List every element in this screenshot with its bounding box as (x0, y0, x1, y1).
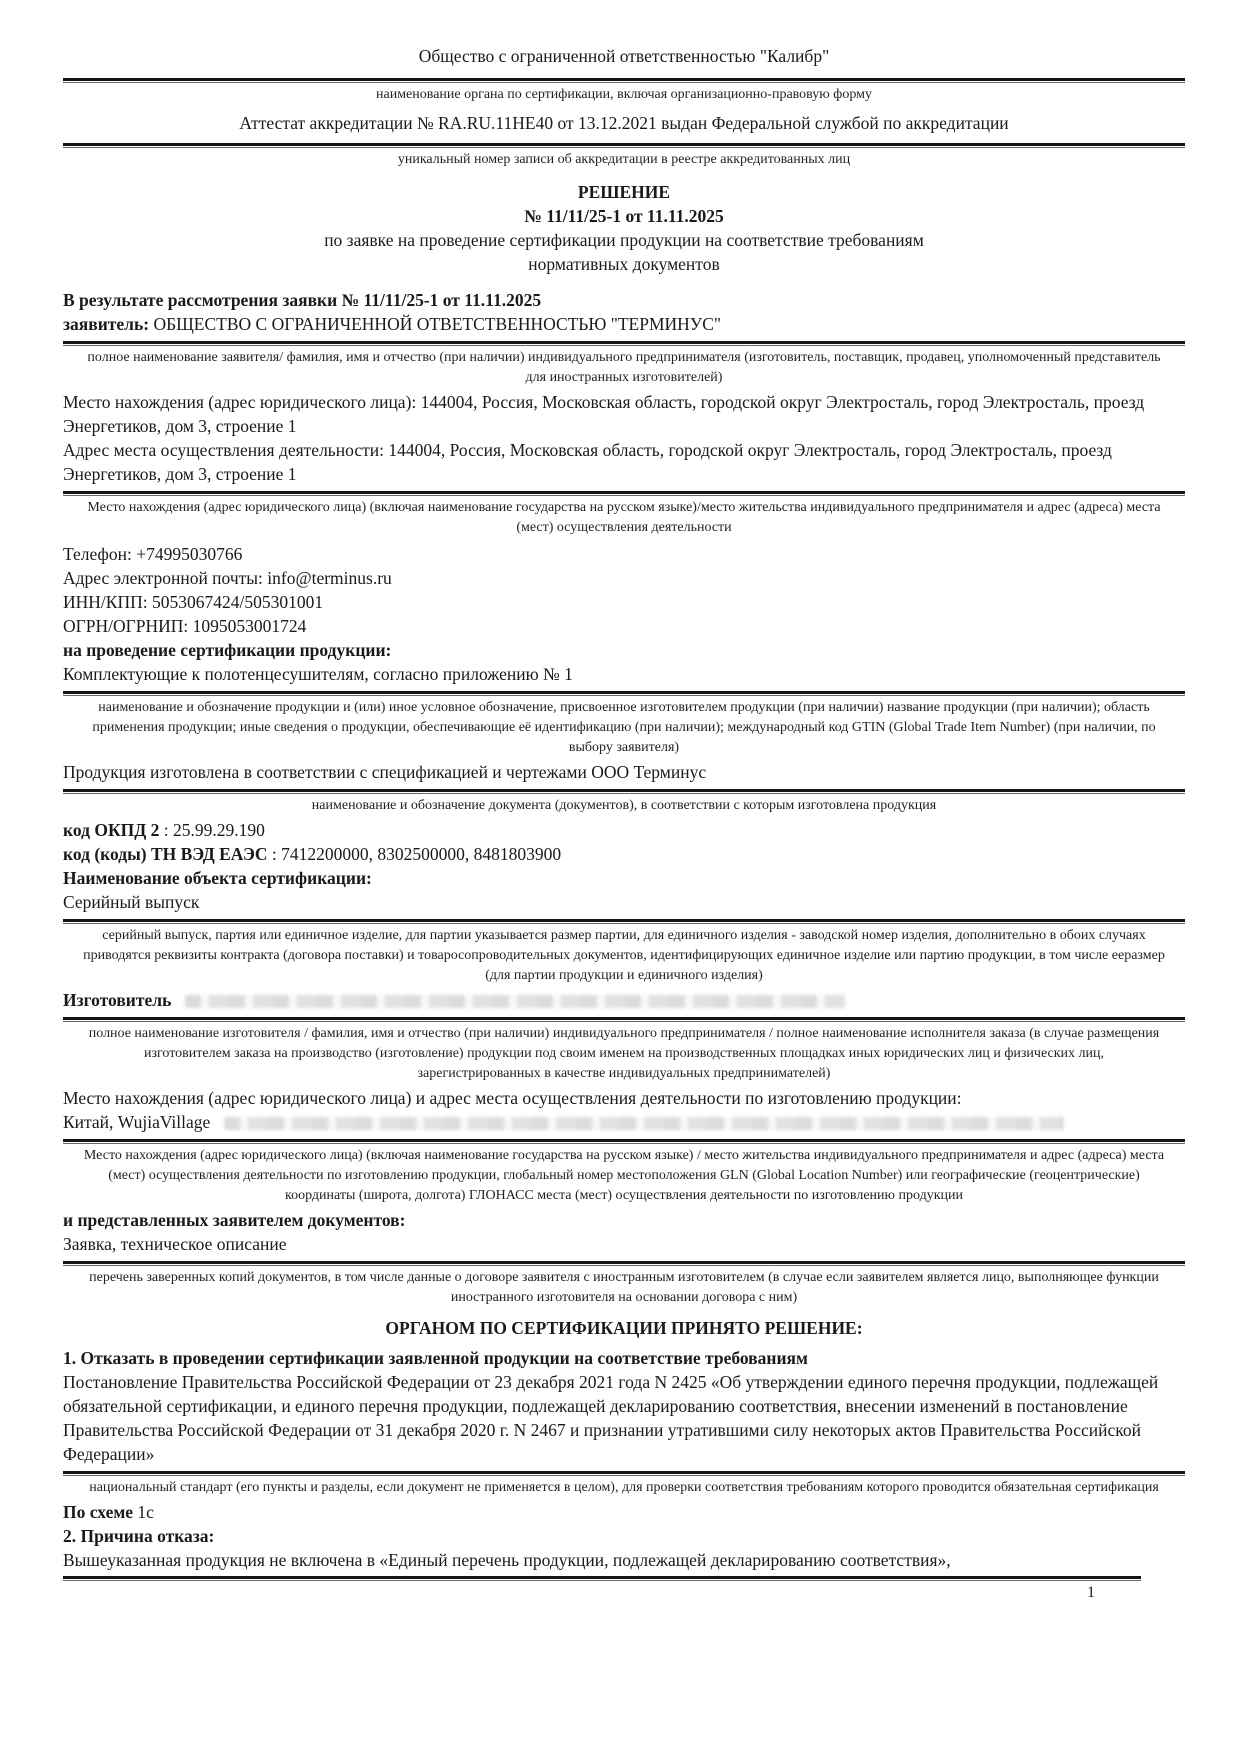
product-name: Комплектующие к полотенцесушителям, согласно приложению № 1 (63, 664, 573, 684)
manufacturer-address-line1: Место нахождения (адрес юридического лица) и адрес места осуществления деятельности по изготовлению продукции: (63, 1088, 962, 1108)
scheme-label: По схеме (63, 1502, 134, 1522)
applicant-phone: Телефон: +74995030766 (63, 544, 243, 564)
applicant-activity-address: Адрес места осуществления деятельности: 144004, Россия, Московская область, городской округ Электросталь, город Электросталь, проезд Энергетиков, дом 3, строение 1 (63, 440, 1112, 484)
decision-section-heading: ОРГАНОМ ПО СЕРТИФИКАЦИИ ПРИНЯТО РЕШЕНИЕ: (385, 1318, 863, 1338)
tnved-label: код (коды) ТН ВЭД ЕАЭС (63, 844, 268, 864)
okpd-value: : 25.99.29.190 (163, 820, 265, 840)
divider (63, 789, 1185, 794)
divider (63, 691, 1185, 696)
applicant-caption: полное наименование заявителя/ фамилия, имя и отчество (при наличии) индивидуального предпринимателя (изготовитель, поставщик, продавец, уполномоченный представитель для иностранных изготовителей) (87, 350, 1161, 385)
decision-item1-text: Постановление Правительства Российской Федерации от 23 декабря 2021 года N 2425 «Об утверждении единого перечня продукции, подлежащей обязательной сертификации, и единого перечня продукции, подлежащей декларированию соответствия, внесении изменений в постановление Правительства Российской Федерации от 31 декабря 2020 г. N 2467 и признании утратившими силу некоторых актов Правительства Российской Федерации» (63, 1372, 1159, 1464)
divider (63, 1261, 1185, 1266)
okpd-label: код ОКПД 2 (63, 820, 160, 840)
certification-body-name: Общество с ограниченной ответственностью "Калибр" (418, 46, 830, 66)
certification-body-caption: наименование органа по сертификации, включая организационно-правовую форму (376, 87, 872, 102)
scan-artifact (185, 995, 845, 1008)
divider (63, 1139, 1185, 1144)
divider (63, 491, 1185, 496)
product-name-caption: наименование и обозначение продукции и (или) иное условное обозначение, присвоенное изготовителем продукции (при наличии) название продукции (при наличии); область применения продукции; иные сведения о продукции, обеспечивающие её идентификацию (при наличии); международный код GTIN (Global Trade Item Number) (при наличии, по выбору заявителя) (92, 700, 1156, 755)
applicant-value: ОБЩЕСТВО С ОГРАНИЧЕННОЙ ОТВЕТСТВЕННОСТЬЮ "ТЕРМИНУС" (153, 314, 722, 334)
divider (63, 143, 1185, 148)
scheme-line (63, 1500, 1185, 1524)
decision-subtitle-2: нормативных документов (528, 254, 720, 274)
scheme-value: 1с (137, 1502, 154, 1522)
okpd-code-line (63, 818, 1185, 842)
manufacturer-heading-caption: полное наименование изготовителя / фамилия, имя и отчество (при наличии) индивидуального предпринимателя / полное наименование исполнителя заказа (в случае размещения изготовителем заказа на производство (изготовление) продукции под своим именем на производственных площадках иных юридических лиц и физических лиц, зарегистрированных в качестве индивидуальных предпринимателей) (88, 1026, 1160, 1081)
certification-object-value: Серийный выпуск (63, 892, 200, 912)
tnved-value: : 7412200000, 8302500000, 8481803900 (271, 844, 562, 864)
documents-value: Заявка, техническое описание (63, 1234, 287, 1254)
decision-title: РЕШЕНИЕ (577, 182, 671, 202)
applicant-ogrn: ОГРН/ОГРНИП: 1095053001724 (63, 616, 307, 636)
manufacturer-address-value: Китай, WujiaVillage (63, 1112, 211, 1132)
product-made-according: Продукция изготовлена в соответствии с спецификацией и чертежами ООО Терминус (63, 762, 707, 782)
applicant-line (63, 312, 1185, 336)
tnved-code-line (63, 842, 1185, 866)
review-result-line: В результате рассмотрения заявки № 11/11/25-1 от 11.11.2025 (63, 290, 542, 310)
decision-number: № 11/11/25-1 от 11.11.2025 (524, 206, 724, 226)
manufacturer-address-line2 (63, 1110, 1185, 1134)
product-section-heading: на проведение сертификации продукции: (63, 640, 392, 660)
divider (63, 919, 1185, 924)
documents-heading: и представленных заявителем документов: (63, 1210, 406, 1230)
decision-item1-heading: 1. Отказать в проведении сертификации заявленной продукции на соответствие требованиям (63, 1348, 808, 1368)
divider (63, 78, 1185, 83)
page-number: 1 (1087, 1584, 1095, 1601)
accreditation-line: Аттестат аккредитации № RA.RU.11HE40 от 13.12.2021 выдан Федеральной службой по аккредитации (239, 113, 1009, 133)
applicant-inn-kpp: ИНН/КПП: 5053067424/505301001 (63, 592, 324, 612)
scan-artifact (224, 1117, 1064, 1130)
accreditation-caption: уникальный номер записи об аккредитации в реестре аккредитованных лиц (397, 152, 851, 167)
decision-item2-heading: 2. Причина отказа: (63, 1526, 215, 1546)
decision-item2-text: Вышеуказанная продукция не включена в «Единый перечень продукции, подлежащей декларированию соответствия», (63, 1550, 951, 1570)
certification-object-heading: Наименование объекта сертификации: (63, 868, 372, 888)
applicant-address-caption: Место нахождения (адрес юридического лица) (включая наименование государства на русском языке)/место жительства индивидуального предпринимателя и адрес (адреса) места (мест) осуществления деятельности (87, 500, 1161, 535)
divider (63, 1017, 1185, 1022)
divider (63, 341, 1185, 346)
certification-object-caption: серийный выпуск, партия или единичное изделие, для партии указывается размер партии, для единичного изделия - заводской номер изделия, дополнительно в обоих случаях приводятся реквизиты контракта (договора поставки) и товаросопроводительных документов, идентифицирующих единичное изделие или партию продукции, в том числе ееразмер (для партии продукции и единичного изделия) (83, 928, 1165, 983)
footer-divider (63, 1576, 1141, 1581)
divider (63, 1471, 1185, 1476)
manufacturer-heading: Изготовитель (63, 990, 172, 1010)
decision-subtitle-1: по заявке на проведение сертификации продукции на соответствие требованиям (324, 230, 924, 250)
applicant-label: заявитель: (63, 314, 150, 334)
applicant-legal-address: Место нахождения (адрес юридического лица): 144004, Россия, Московская область, городской округ Электросталь, город Электросталь, проезд Энергетиков, дом 3, строение 1 (63, 392, 1145, 436)
manufacturer-heading-line (63, 988, 1185, 1012)
product-doc-caption: наименование и обозначение документа (документов), в соответствии с которым изготовлена продукция (311, 798, 937, 813)
applicant-email: Адрес электронной почты: info@terminus.ru (63, 568, 392, 588)
manufacturer-address-caption: Место нахождения (адрес юридического лица) (включая наименование государства на русском языке) / место жительства индивидуального предпринимателя и адрес (адреса) места (мест) осуществления деятельности по изготовлению продукции, глобальный номер местоположения GLN (Global Location Number) или географические (геоцентрические) координаты (широта, долгота) ГЛОНАСС места (мест) осуществления деятельности по изготовлению продукции (83, 1148, 1165, 1203)
document-page (63, 44, 1185, 1603)
standard-caption: национальный стандарт (его пункты и разделы, если документ не применяется в целом), для проверки соответствия требованиям которого проводится обязательная сертификация (89, 1480, 1159, 1495)
documents-caption: перечень заверенных копий документов, в том числе данные о договоре заявителя с иностранным изготовителем (в случае если заявителем является лицо, выполняющее функции иностранного изготовителя на основании договора с ним) (89, 1270, 1159, 1305)
